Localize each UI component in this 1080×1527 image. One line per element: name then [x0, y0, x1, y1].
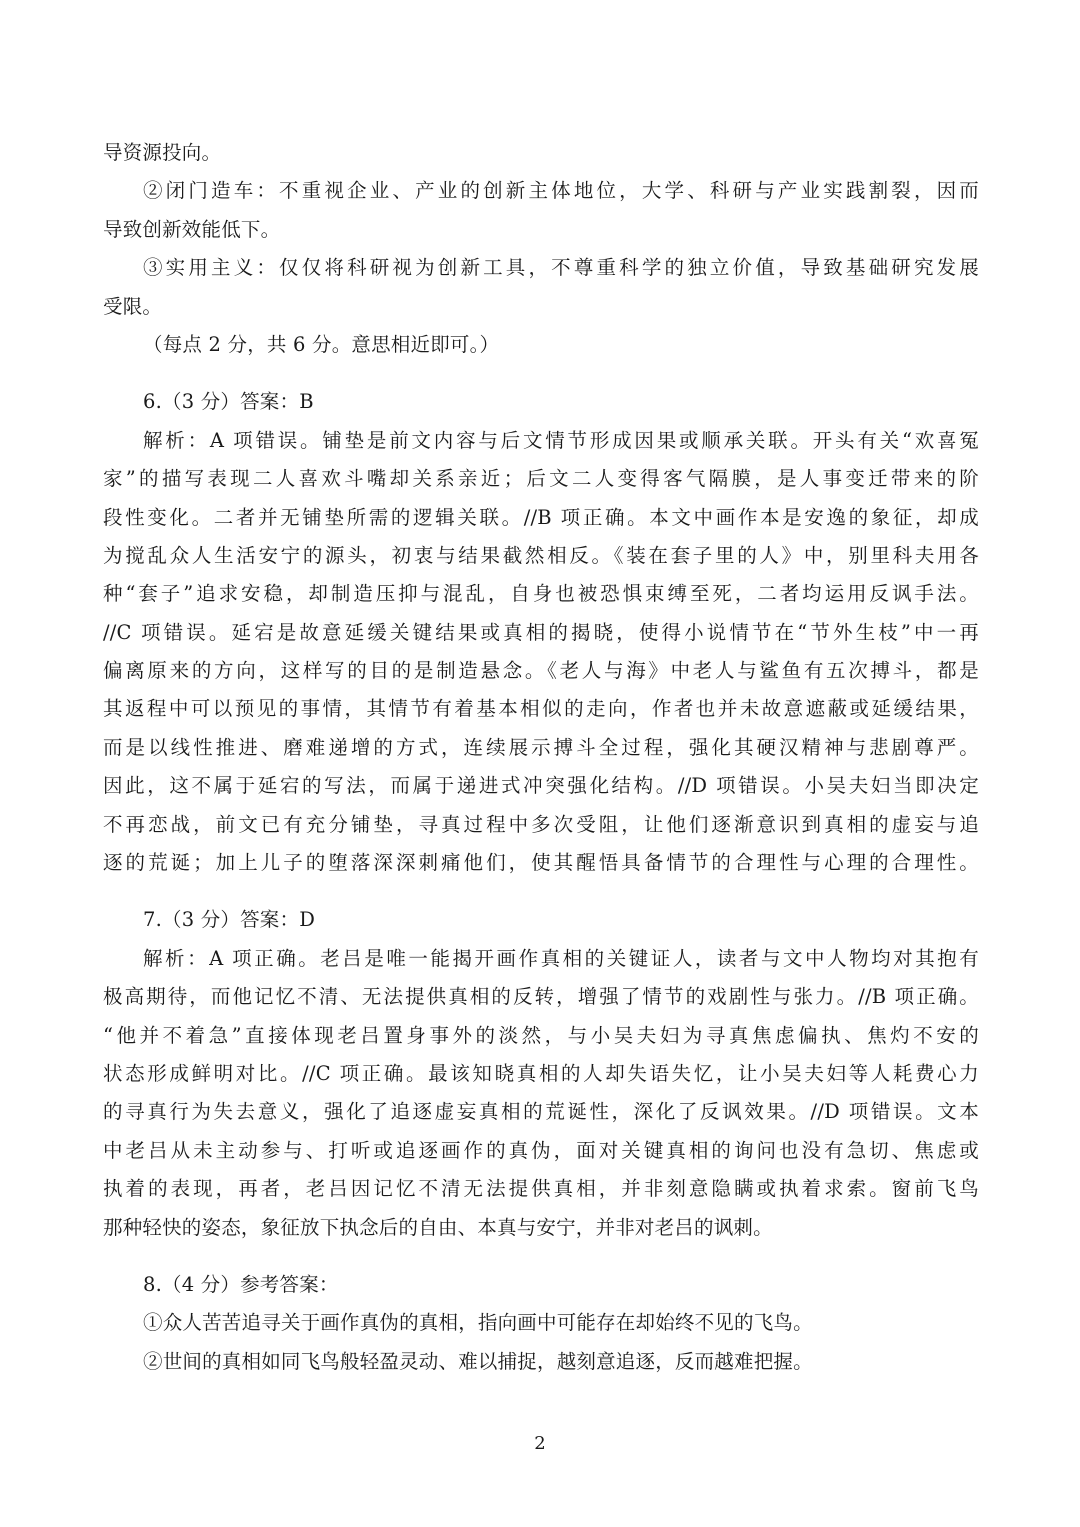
question-7-heading: 7.（3 分）答案：D: [143, 908, 316, 932]
text-line: 那种轻快的姿态，象征放下执念后的自由、本真与安宁，并非对老吕的讽刺。: [103, 1215, 773, 1239]
text-line: 为搅乱众人生活安宁的源头，初衷与结果截然相反。《装在套子里的人》中，别里科夫用各: [103, 543, 979, 567]
text-line: 状态形成鲜明对比。//C 项正确。最该知晓真相的人却失语失忆，让小吴夫妇等人耗费心力: [103, 1061, 979, 1085]
text-line: 导致创新效能低下。: [103, 217, 281, 241]
text-line: 执着的表现，再者，老吕因记忆不清无法提供真相，并非刻意隐瞒或执着求索。窗前飞鸟: [103, 1177, 979, 1201]
text-line: 的寻真行为失去意义，强化了追逐虚妄真相的荒诞性，深化了反讽效果。//D 项错误。文本: [103, 1100, 979, 1124]
text-line: 受限。: [103, 294, 163, 318]
text-line: ②闭门造车：不重视企业、产业的创新主体地位，大学、科研与产业实践割裂，因而: [143, 179, 979, 203]
text-line: 段性变化。二者并无铺垫所需的逻辑关联。//B 项正确。本文中画作本是安逸的象征，却成: [103, 505, 979, 529]
text-line: 中老吕从未主动参与、打听或追逐画作的真伪，面对关键真相的询问也没有急切、焦虑或: [103, 1138, 979, 1162]
text-line: “他并不着急”直接体现老吕置身事外的淡然，与小吴夫妇为寻真焦虑偏执、焦灼不安的: [103, 1023, 979, 1047]
text-line: 偏离原来的方向，这样写的目的是制造悬念。《老人与海》中老人与鲨鱼有五次搏斗，都是: [103, 659, 979, 683]
text-line: 导资源投向。: [103, 141, 222, 164]
section-gap: [103, 1247, 979, 1266]
text-line: 极高期待，而他记忆不清、无法提供真相的反转，增强了情节的戏剧性与张力。//B 项正确。: [103, 985, 979, 1009]
text-line: 因此，这不属于延宕的写法，而属于递进式冲突强化结构。//D 项错误。小吴夫妇当即决定: [103, 774, 979, 798]
text-line: ③实用主义：仅仅将科研视为创新工具，不尊重科学的独立价值，导致基础研究发展: [143, 256, 979, 280]
text-line: 解析：A 项正确。老吕是唯一能揭开画作真相的关键证人，读者与文中人物均对其抱有: [143, 946, 979, 970]
text-line: 逐的荒诞；加上儿子的堕落深深刺痛他们，使其醒悟具备情节的合理性与心理的合理性。: [103, 851, 979, 875]
text-line: //C 项错误。延宕是故意延缓关键结果或真相的揭晓，使得小说情节在“节外生枝”中一再: [103, 620, 979, 644]
section-gap: [103, 882, 979, 901]
question-8-heading: 8.（4 分）参考答案：: [143, 1272, 339, 1296]
page-number: 2: [534, 1433, 546, 1454]
scoring-note: （每点 2 分，共 6 分。意思相近即可。）: [143, 332, 500, 356]
text-line: 家”的描写表现二人喜欢斗嘴却关系亲近；后文二人变得客气隔膜，是人事变迁带来的阶: [103, 467, 979, 491]
text-line: ②世间的真相如同飞鸟般轻盈灵动、难以捕捉，越刻意追逐，反而越难把握。: [143, 1349, 813, 1373]
text-line: ①众人苦苦追寻关于画作真伪的真相，指向画中可能存在却始终不见的飞鸟。: [143, 1311, 813, 1335]
question-6-heading: 6.（3 分）答案：B: [143, 390, 314, 414]
text-line: 不再恋战，前文已有充分铺垫，寻真过程中多次受阻，让他们逐渐意识到真相的虚妄与追: [103, 812, 979, 836]
text-line: 种“套子”追求安稳，却制造压抑与混乱，自身也被恐惧束缚至死，二者均运用反讽手法。: [103, 582, 979, 606]
text-line: 其返程中可以预见的事情，其情节有着基本相似的走向，作者也并未故意遮蔽或延缓结果，: [103, 697, 979, 721]
text-line: 而是以线性推进、磨难递增的方式，连续展示搏斗全过程，强化其硬汉精神与悲剧尊严。: [103, 735, 979, 759]
section-gap: [103, 364, 979, 383]
document-body: [103, 134, 979, 1381]
text-line: 解析：A 项错误。铺垫是前文内容与后文情节形成因果或顺承关联。开头有关“欢喜冤: [143, 428, 979, 452]
